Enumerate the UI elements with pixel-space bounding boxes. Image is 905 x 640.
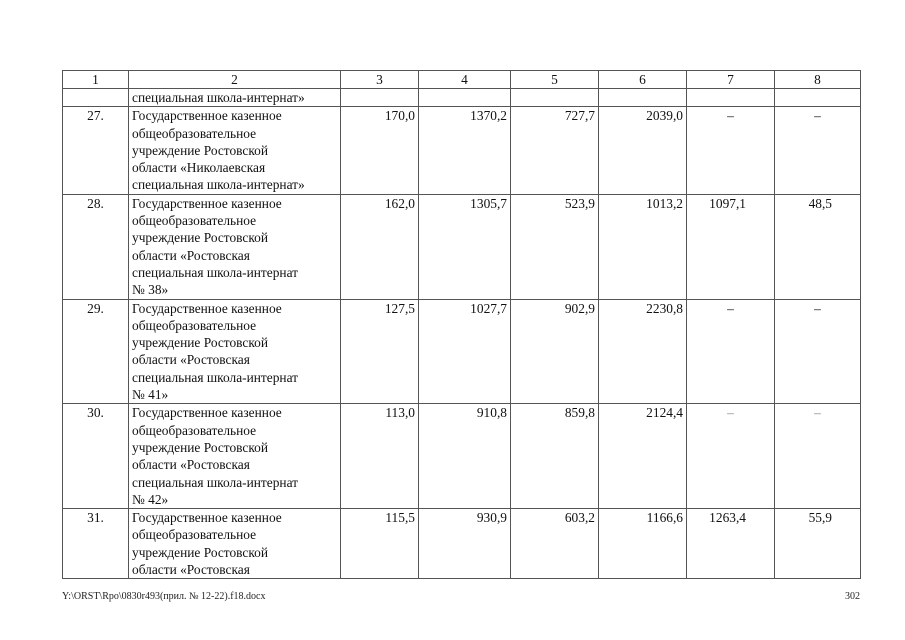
value-cell-col4: 930,9 (419, 509, 511, 579)
header-cell: 5 (511, 71, 599, 89)
value-cell-col6: 2230,8 (599, 299, 687, 404)
header-cell: 7 (687, 71, 775, 89)
name-line: области «Ростовская (132, 457, 250, 473)
header-cell: 4 (419, 71, 511, 89)
footer-page-number: 302 (845, 591, 860, 602)
table-cell (341, 89, 419, 107)
name-line: общеобразовательное (132, 125, 257, 141)
value-cell-col6: 1013,2 (599, 194, 687, 299)
header-cell: 6 (599, 71, 687, 89)
row-number: 29. (63, 299, 129, 404)
value-cell-col5: 727,7 (511, 107, 599, 194)
value-cell-col3: 115,5 (341, 509, 419, 579)
name-line: специальная школа-интернат (132, 264, 299, 280)
footer-file-path: Y:\ORST\Rpo\0830r493(прил. № 12-22).f18.docx (62, 591, 266, 602)
name-line: учреждение Ростовской (132, 439, 269, 455)
name-line: общеобразовательное (132, 527, 257, 543)
name-line: специальная школа-интернат (132, 369, 299, 385)
value-cell-col8: – (775, 107, 861, 194)
value-cell-col8: – (775, 299, 861, 404)
name-line: области «Ростовская (132, 352, 250, 368)
value-cell-col3: 162,0 (341, 194, 419, 299)
header-cell: 3 (341, 71, 419, 89)
name-line: учреждение Ростовской (132, 335, 269, 351)
table-row (63, 509, 861, 579)
name-line: Государственное казенное (132, 300, 282, 316)
name-line: общеобразовательное (132, 213, 257, 229)
name-line: специальная школа-интернат» (132, 177, 305, 193)
table-row (63, 194, 861, 299)
value-cell-col5: 523,9 (511, 194, 599, 299)
value-cell-col5: 603,2 (511, 509, 599, 579)
header-cell: 1 (63, 71, 129, 89)
name-line: учреждение Ростовской (132, 230, 269, 246)
value-cell-col6: 1166,6 (599, 509, 687, 579)
name-line: общеобразовательное (132, 317, 257, 333)
institution-name (129, 194, 341, 299)
header-row (63, 71, 861, 89)
name-line: № 38» (132, 282, 169, 298)
value-cell-col8: 48,5 (775, 194, 861, 299)
name-line: области «Николаевская (132, 160, 266, 176)
value-cell-col7: – (687, 299, 775, 404)
value-cell-col7: 1263,4 (687, 509, 775, 579)
value-cell-col4: 1370,2 (419, 107, 511, 194)
value-cell-col7: – (687, 404, 775, 509)
name-line: учреждение Ростовской (132, 142, 269, 158)
value-cell-col5: 859,8 (511, 404, 599, 509)
table-cell (599, 89, 687, 107)
row-number: 31. (63, 509, 129, 579)
table-row (63, 107, 861, 194)
table-cell (775, 89, 861, 107)
value-cell-col3: 170,0 (341, 107, 419, 194)
institution-name (129, 509, 341, 579)
header-cell: 8 (775, 71, 861, 89)
table-cell (687, 89, 775, 107)
row-number: 30. (63, 404, 129, 509)
value-cell-col3: 127,5 (341, 299, 419, 404)
continuation-row (63, 89, 861, 107)
name-line: учреждение Ростовской (132, 544, 269, 560)
institution-name (129, 107, 341, 194)
value-cell-col4: 910,8 (419, 404, 511, 509)
value-cell-col6: 2039,0 (599, 107, 687, 194)
table-cell (419, 89, 511, 107)
value-cell-col8: 55,9 (775, 509, 861, 579)
name-line: специальная школа-интернат (132, 474, 299, 490)
row-number: 28. (63, 194, 129, 299)
value-cell-col6: 2124,4 (599, 404, 687, 509)
table-cell (63, 89, 129, 107)
name-line: общеобразовательное (132, 422, 257, 438)
name-line: Государственное казенное (132, 195, 282, 211)
continuation-text: специальная школа-интернат» (129, 89, 341, 107)
name-line: Государственное казенное (132, 405, 282, 421)
value-cell-col3: 113,0 (341, 404, 419, 509)
value-cell-col7: – (687, 107, 775, 194)
data-table (62, 70, 861, 579)
name-line: Государственное казенное (132, 108, 282, 124)
value-cell-col4: 1305,7 (419, 194, 511, 299)
value-cell-col8: – (775, 404, 861, 509)
name-line: области «Ростовская (132, 562, 250, 578)
name-line: Государственное казенное (132, 510, 282, 526)
table-row (63, 404, 861, 509)
value-cell-col7: 1097,1 (687, 194, 775, 299)
value-cell-col4: 1027,7 (419, 299, 511, 404)
table-cell (511, 89, 599, 107)
institution-name (129, 299, 341, 404)
name-line: № 41» (132, 387, 169, 403)
header-cell: 2 (129, 71, 341, 89)
row-number: 27. (63, 107, 129, 194)
institution-name (129, 404, 341, 509)
value-cell-col5: 902,9 (511, 299, 599, 404)
name-line: № 42» (132, 491, 169, 507)
table-row (63, 299, 861, 404)
name-line: области «Ростовская (132, 247, 250, 263)
